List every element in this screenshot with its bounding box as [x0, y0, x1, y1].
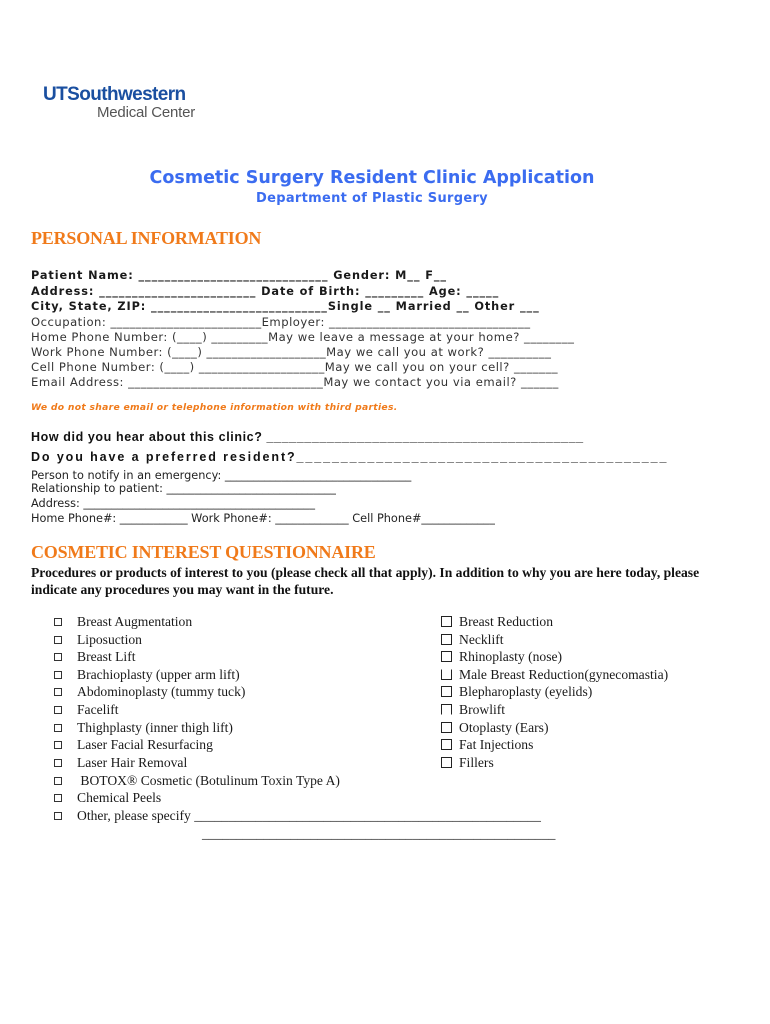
checkbox-icon[interactable] [441, 634, 452, 645]
checkbox-rhinoplasty[interactable]: Rhinoplasty (nose) [441, 648, 562, 665]
checkbox-icon[interactable] [54, 777, 62, 785]
city-state-zip-field[interactable]: City, State, ZIP: ___________________________Single __ Married __ Other ___ [31, 300, 540, 313]
checkbox-thighplasty[interactable]: Thighplasty (inner thigh lift) [54, 719, 233, 736]
page-title: Cosmetic Surgery Resident Clinic Application [149, 168, 595, 188]
checkbox-browlift[interactable]: Browlift [441, 701, 505, 718]
checkbox-icon[interactable] [441, 616, 452, 627]
logo-subtitle: Medical Center [97, 104, 196, 121]
checkbox-botox[interactable]: BOTOX® Cosmetic (Botulinum Toxin Type A) [54, 772, 340, 789]
checkbox-icon[interactable] [441, 739, 452, 750]
preferred-resident-field[interactable]: Do you have a preferred resident?__________________________________________ [31, 450, 669, 464]
checkbox-brachioplasty[interactable]: Brachioplasty (upper arm lift) [54, 666, 240, 683]
checkbox-icon[interactable] [54, 759, 62, 767]
checkbox-otoplasty[interactable]: Otoplasty (Ears) [441, 719, 548, 736]
checkbox-icon[interactable] [441, 722, 452, 733]
checkbox-icon[interactable] [54, 794, 62, 802]
checkbox-icon[interactable] [54, 671, 62, 679]
patient-name-field[interactable]: Patient Name: _____________________________ Gender: M__ F__ [31, 269, 447, 282]
home-phone-field[interactable]: Home Phone Number: (____) _________May we leave a message at your home? ________ [31, 330, 575, 344]
checkbox-icon[interactable] [441, 669, 452, 680]
emergency-phones-field[interactable]: Home Phone#: ____________ Work Phone#: _____________ Cell Phone#_____________ [31, 512, 495, 525]
checkbox-icon[interactable] [54, 618, 62, 626]
other-specify-continuation-line[interactable]: ____________________________________________________ [202, 825, 556, 841]
hear-about-clinic-field[interactable]: How did you hear about this clinic? __________________________________________ [31, 430, 584, 444]
checkbox-necklift[interactable]: Necklift [441, 631, 504, 648]
checkbox-breast-reduction[interactable]: Breast Reduction [441, 613, 553, 630]
occupation-field[interactable]: Occupation: ________________________Employer: ________________________________ [31, 315, 531, 329]
checkbox-breast-augmentation[interactable]: Breast Augmentation [54, 613, 192, 630]
checkbox-other[interactable]: Other, please specify ___________________________________________________ [54, 807, 541, 824]
email-field[interactable]: Email Address: _______________________________May we contact you via email? ______ [31, 375, 559, 389]
checkbox-fillers[interactable]: Fillers [441, 754, 494, 771]
privacy-note: We do not share email or telephone information with third parties. [31, 402, 398, 413]
relationship-field[interactable]: Relationship to patient: ______________________________ [31, 482, 336, 495]
checkbox-breast-lift[interactable]: Breast Lift [54, 648, 136, 665]
checkbox-abdominoplasty[interactable]: Abdominoplasty (tummy tuck) [54, 683, 245, 700]
checkbox-icon[interactable] [54, 706, 62, 714]
checkbox-icon[interactable] [441, 686, 452, 697]
checkbox-laser-facial-resurfacing[interactable]: Laser Facial Resurfacing [54, 736, 213, 753]
cosmetic-questionnaire-heading: COSMETIC INTEREST QUESTIONNAIRE [31, 542, 376, 562]
checkbox-male-breast-reduction[interactable]: Male Breast Reduction(gynecomastia) [441, 666, 668, 683]
checkbox-icon[interactable] [441, 704, 452, 715]
checkbox-icon[interactable] [441, 651, 452, 662]
work-phone-field[interactable]: Work Phone Number: (____) ___________________May we call you at work? __________ [31, 345, 552, 359]
department-subtitle: Department of Plastic Surgery [256, 191, 488, 206]
emergency-contact-field[interactable]: Person to notify in an emergency: _________________________________ [31, 469, 412, 482]
checkbox-icon[interactable] [54, 724, 62, 732]
checkbox-laser-hair-removal[interactable]: Laser Hair Removal [54, 754, 187, 771]
checkbox-facelift[interactable]: Facelift [54, 701, 119, 718]
ut-southwestern-logo [43, 85, 195, 121]
checkbox-blepharoplasty[interactable]: Blepharoplasty (eyelids) [441, 683, 592, 700]
checkbox-liposuction[interactable]: Liposuction [54, 631, 142, 648]
personal-information-heading: PERSONAL INFORMATION [31, 228, 262, 248]
checkbox-icon[interactable] [54, 812, 62, 820]
cell-phone-field[interactable]: Cell Phone Number: (____) ____________________May we call you on your cell? _______ [31, 360, 559, 374]
checkbox-icon[interactable] [54, 688, 62, 696]
checkbox-chemical-peels[interactable]: Chemical Peels [54, 789, 161, 806]
logo-wordmark: UTSouthwestern [43, 84, 186, 105]
checkbox-icon[interactable] [54, 653, 62, 661]
emergency-address-field[interactable]: Address: _________________________________________ [31, 497, 315, 510]
checkbox-icon[interactable] [54, 741, 62, 749]
address-field[interactable]: Address: ________________________ Date of Birth: _________ Age: _____ [31, 285, 500, 298]
checkbox-icon[interactable] [441, 757, 452, 768]
checkbox-fat-injections[interactable]: Fat Injections [441, 736, 533, 753]
checkbox-icon[interactable] [54, 636, 62, 644]
questionnaire-instructions: Procedures or products of interest to you (please check all that apply). In addition to why you are here today, please indicate any procedures you may want in the future. [31, 565, 700, 597]
